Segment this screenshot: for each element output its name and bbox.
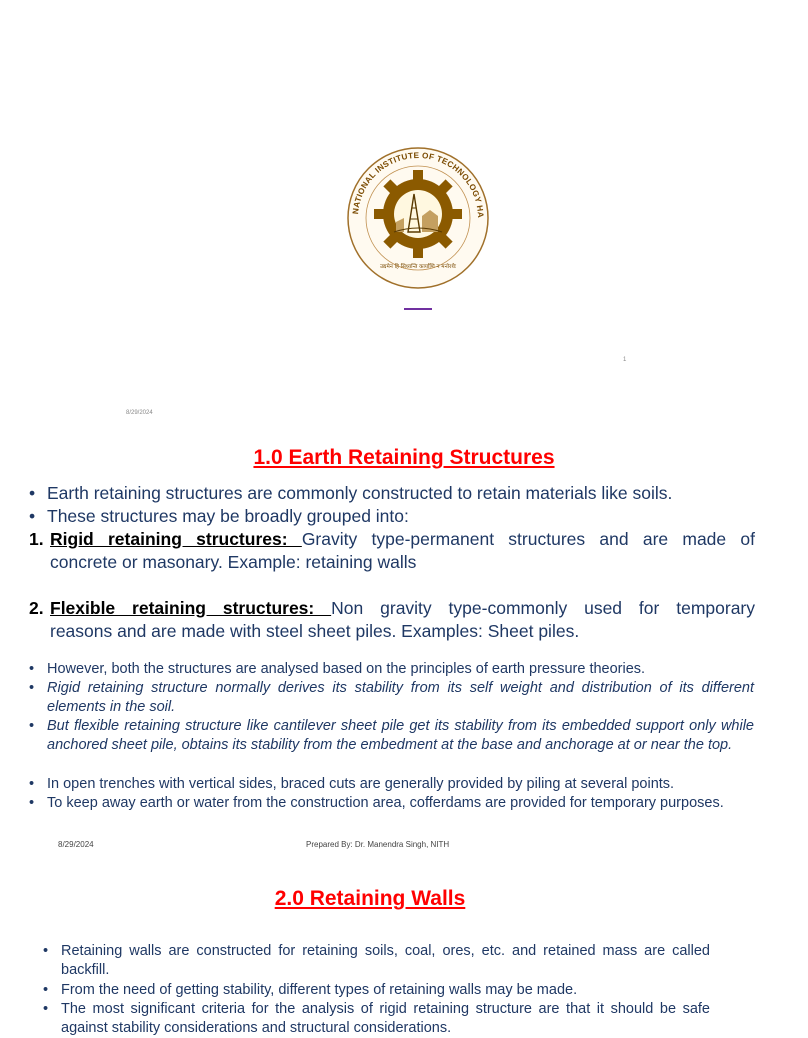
logo-ring-text: NATIONAL INSTITUTE OF TECHNOLOGY HA — [351, 150, 486, 219]
item-text-cont: concrete or masonary. Example: retaining walls — [50, 552, 417, 572]
item-heading: Rigid retaining structures: — [50, 529, 302, 549]
bullet-text: But flexible retaining structure like cantilever sheet pile get its stability from its embedded support only while anchored sheet pile, obtains its stability from the embedment at the base and anchorage at or near the top. — [47, 718, 754, 754]
bullet-icon: • — [43, 1001, 49, 1017]
bullet-text: However, both the structures are analysed based on the principles of earth pressure theories. — [47, 661, 646, 677]
bullet-text: These structures may be broadly grouped into: — [47, 506, 409, 526]
slide-number: 1 — [623, 357, 627, 363]
bullet-text: Retaining walls are constructed for retaining soils, coal, ores, etc. and retained mass are called backfill. — [61, 943, 710, 979]
bullet-icon: • — [29, 680, 35, 696]
nit-hamirpur-logo — [346, 146, 490, 290]
list-item — [29, 717, 754, 775]
slide-title-earth-retaining: 1.0 Earth Retaining Structures — [253, 446, 555, 469]
bullet-icon: • — [29, 661, 35, 677]
item-number: 2. — [29, 598, 44, 618]
slide-date: 8/29/2024 — [126, 410, 153, 416]
item-heading: Flexible retaining structures: — [50, 598, 332, 618]
footer-date: 8/29/2024 — [58, 840, 94, 849]
footer-prepared-by: Prepared By: Dr. Manendra Singh, NITH — [306, 840, 450, 849]
bullet-icon: • — [43, 943, 49, 959]
bullet-text: From the need of getting stability, different types of retaining walls may be made. — [61, 982, 578, 998]
item-number: 1. — [29, 529, 44, 549]
bullet-icon: • — [29, 718, 35, 734]
list-item — [43, 981, 710, 1001]
item-text: Non gravity type-commonly used for temporary — [331, 598, 756, 618]
list-item — [43, 1000, 710, 1037]
bullet-text: Rigid retaining structure normally derives its stability from its self weight and distribution of its different elements in the soil. — [47, 680, 754, 716]
bullet-icon: • — [43, 982, 49, 998]
bullet-icon: • — [29, 776, 35, 792]
bullet-icon: • — [29, 483, 36, 503]
logo-motto: उद्यमेन हि सिध्यन्ति कार्याणि न मनोरथैः — [380, 264, 456, 270]
list-item — [43, 942, 710, 982]
bullet-text: To keep away earth or water from the construction area, cofferdams are provided for temporary purposes. — [47, 795, 724, 811]
list-item — [29, 794, 754, 834]
list-item — [29, 679, 754, 719]
list-item — [29, 482, 759, 505]
item-text-cont: reasons and are made with steel sheet piles. Examples: Sheet piles. — [50, 621, 580, 641]
list-item — [29, 505, 759, 528]
slide-title-retaining-walls: 2.0 Retaining Walls — [274, 887, 466, 910]
list-item — [29, 775, 754, 795]
bullet-text: In open trenches with vertical sides, braced cuts are generally provided by piling at several points. — [47, 776, 675, 792]
accent-line — [404, 308, 432, 310]
bullet-text: The most significant criteria for the analysis of rigid retaining structure are that it should be safe against stability considerations and structural considerations. — [61, 1001, 710, 1037]
bullet-icon: • — [29, 795, 35, 811]
item-text: Gravity type-permanent structures and are made of — [301, 529, 755, 549]
list-item — [29, 660, 754, 680]
bullet-text: Earth retaining structures are commonly constructed to retain materials like soils. — [47, 483, 673, 503]
bullet-icon: • — [29, 506, 36, 526]
